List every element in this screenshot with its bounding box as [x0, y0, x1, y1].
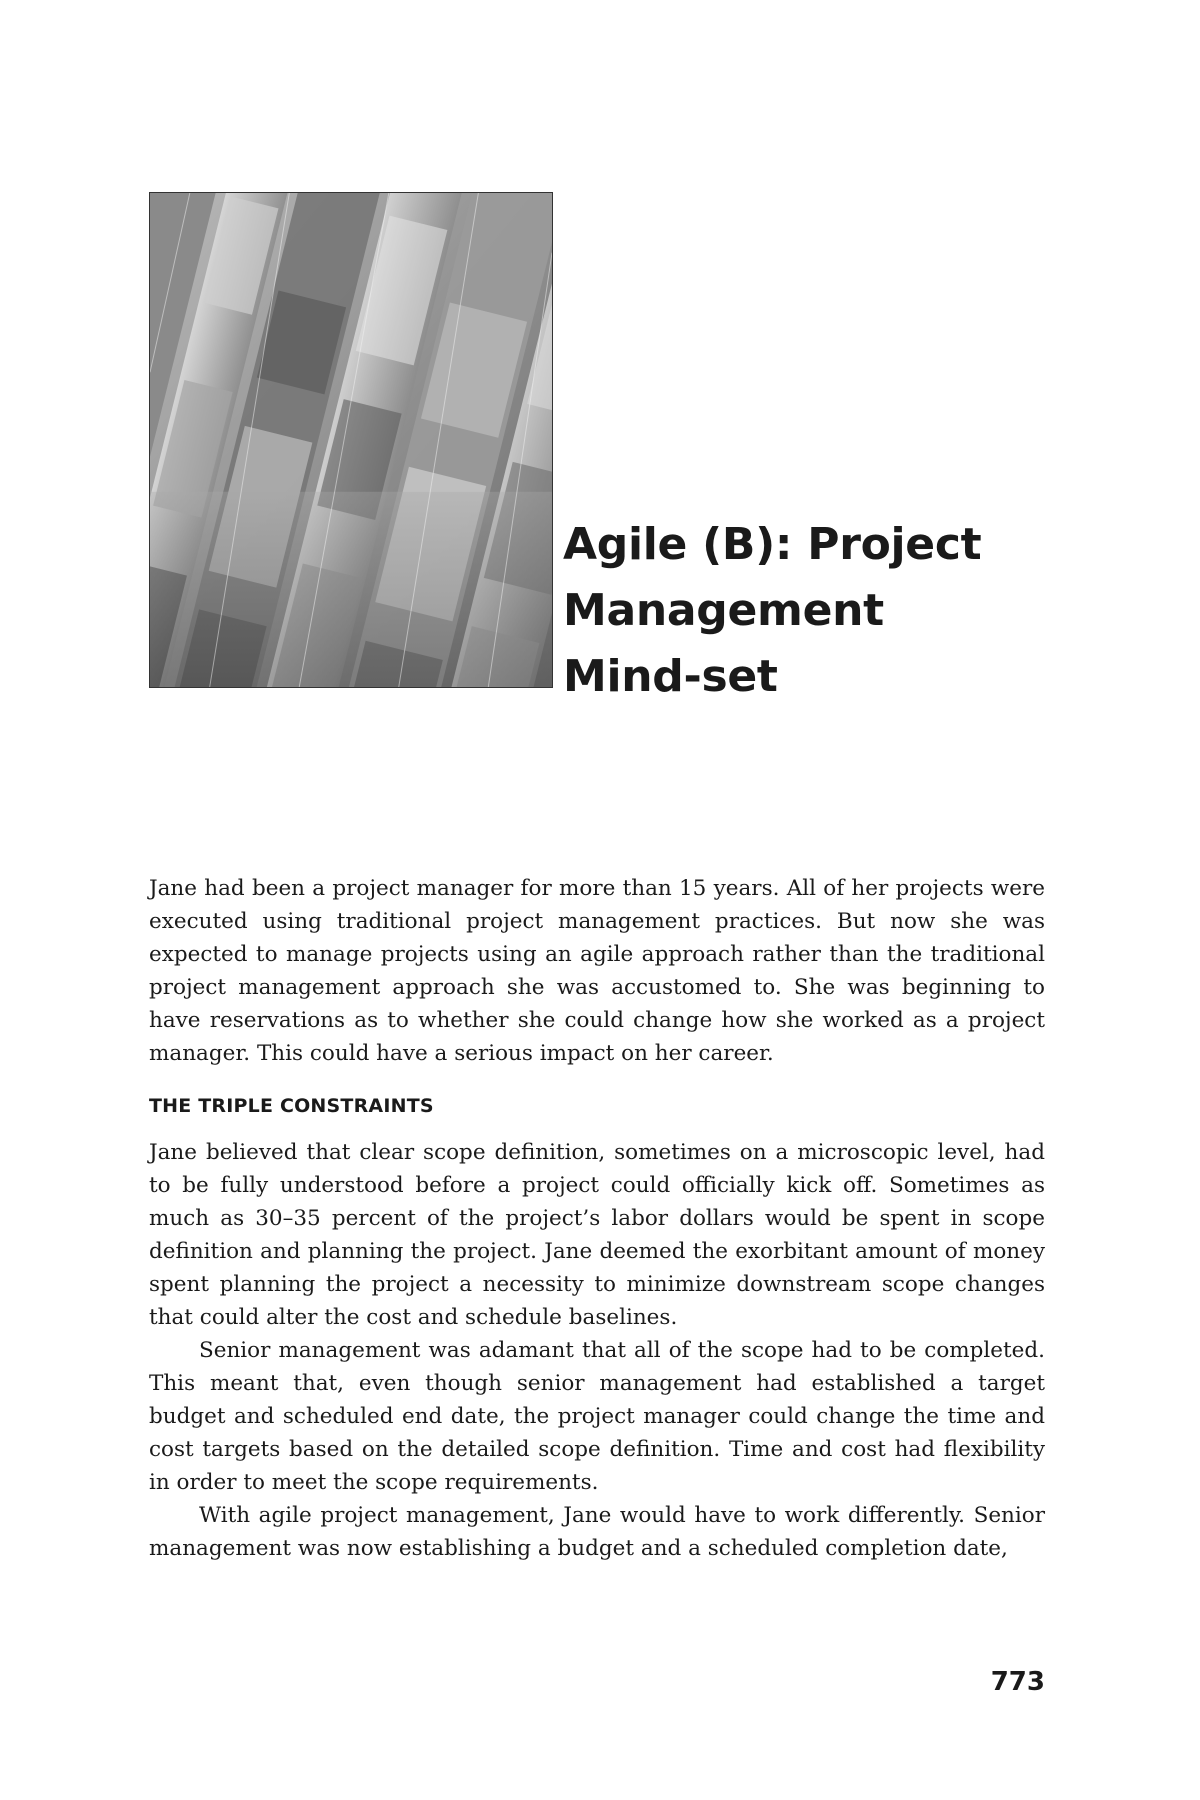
chapter-title: [563, 512, 1043, 710]
paragraph-3: With agile project management, Jane would have to work differently. Senior management was now establishing a budget and a scheduled completion date,: [149, 1503, 1045, 1561]
chapter-title-line-3: Mind-set: [563, 651, 778, 702]
chapter-title-line-1: Agile (B): Project: [563, 519, 982, 570]
page-number: 773: [990, 1667, 1045, 1697]
section-heading: THE TRIPLE CONSTRAINTS: [149, 1095, 434, 1117]
intro-paragraph: Jane had been a project manager for more than 15 years. All of her projects were executed using traditional project management practices. But now she was expected to manage projects using an agile approach rather than the traditional project management approach she was accustomed to. She was beginning to have reservations as to whether she could change how she worked as a project manager. This could have a serious impact on her career.: [149, 876, 1045, 1066]
paragraph-2: Senior management was adamant that all of the scope had to be completed. This meant that, even though senior management had established a target budget and scheduled end date, the project manager could change the time and cost targets based on the detailed scope definition. Time and cost had flexibility in order to meet the scope requirements.: [149, 1338, 1045, 1495]
body-text: [149, 872, 1045, 1565]
abstract-architecture-illustration: [150, 193, 552, 687]
chapter-opener-image: [149, 192, 553, 688]
paragraph-1: Jane believed that clear scope definition, sometimes on a microscopic level, had to be fully understood before a project could officially kick off. Sometimes as much as 30–35 percent of the project’s labor dollars would be spent in scope definition and planning the project. Jane deemed the exorbitant amount of money spent planning the project a necessity to minimize downstream scope changes that could alter the cost and schedule baselines.: [149, 1140, 1045, 1330]
chapter-title-line-2: Management: [563, 585, 884, 636]
